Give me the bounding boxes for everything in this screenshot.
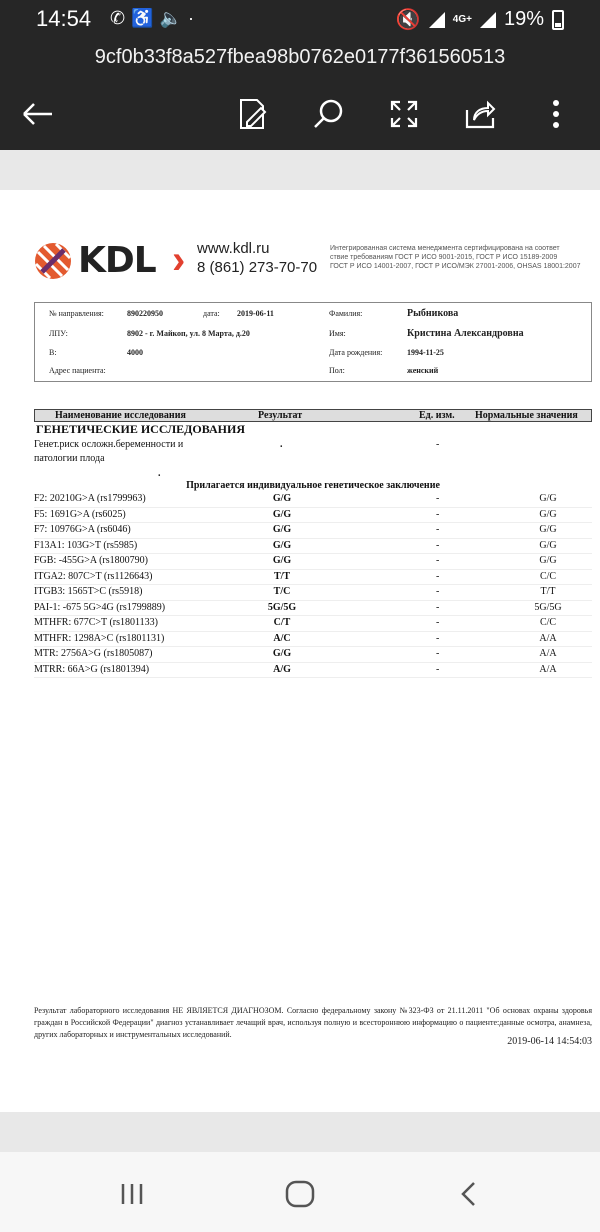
test-unit: - xyxy=(436,508,440,520)
dob-value: 1994-11-25 xyxy=(407,348,444,357)
test-unit: - xyxy=(436,648,440,659)
name-label: Имя: xyxy=(329,329,346,338)
test-norm: G/G xyxy=(539,508,557,520)
surname-label: Фамилия: xyxy=(329,309,363,318)
volume-icon: 🔈 xyxy=(159,8,188,28)
back-nav-button[interactable] xyxy=(448,1174,488,1214)
test-norm: G/G xyxy=(539,555,557,566)
page-gap-bottom xyxy=(0,1112,600,1152)
test-name: F7: 10976G>A (rs6046) xyxy=(34,524,131,535)
header-name: Наименование исследования xyxy=(55,410,186,421)
test-unit: - xyxy=(436,663,440,675)
recents-button[interactable] xyxy=(112,1174,152,1214)
date-label: дата: xyxy=(203,309,220,318)
notification-icons xyxy=(110,8,200,29)
mute-icon: 🔇 xyxy=(395,9,421,31)
signal-icon xyxy=(429,12,445,28)
table-header xyxy=(34,409,592,422)
test-name: MTHFR: 677C>T (rs1801133) xyxy=(34,617,158,628)
certification-text xyxy=(330,244,600,271)
phone-number: 8 (861) 273-70-70 xyxy=(197,259,318,276)
test-name: MTR: 2756A>G (rs1805087) xyxy=(34,648,153,659)
test-name: MTHFR: 1298A>C (rs1801131) xyxy=(34,632,165,644)
dob-label: Дата рождения: xyxy=(329,348,383,357)
dot-line: . xyxy=(158,468,161,479)
test-name: ITGB3: 1565T>C (rs5918) xyxy=(34,586,143,597)
file-name: 9cf0b33f8a527fbea98b0762e0177f361560513 xyxy=(94,46,506,68)
test-norm: 5G/5G xyxy=(534,601,562,613)
table-row: FGB: -455G>A (rs1800790) G/G - G/G xyxy=(34,554,592,570)
sex-label: Пол: xyxy=(329,366,345,375)
lpu-value: 8902 - г. Майкоп, ул. 8 Марта, д.20 xyxy=(127,329,250,338)
risk-line-1: Генет.риск осложн.беременности и xyxy=(34,439,184,450)
test-unit: - xyxy=(436,524,440,535)
table-row: ITGB3: 1565T>C (rs5918) T/C - T/T xyxy=(34,585,592,601)
section-title: ГЕНЕТИЧЕСКИЕ ИССЛЕДОВАНИЯ xyxy=(36,422,245,436)
test-unit: - xyxy=(436,632,440,644)
battery-percent: 19% xyxy=(503,8,544,30)
accessibility-icon: ♿ xyxy=(131,8,160,28)
test-norm: A/A xyxy=(539,648,557,659)
test-norm: G/G xyxy=(539,493,557,504)
table-row: F13A1: 103G>T (rs5985) G/G - G/G xyxy=(34,539,592,555)
v-value: 4000 xyxy=(127,348,143,357)
sex-value: женский xyxy=(407,366,439,375)
fullscreen-icon xyxy=(389,99,419,129)
chevron-logo-icon: › xyxy=(172,238,186,282)
share-button[interactable] xyxy=(462,96,498,132)
v-label: В: xyxy=(49,348,57,357)
page-gap-top xyxy=(0,150,600,190)
test-norm: A/A xyxy=(539,663,557,675)
test-norm: C/C xyxy=(539,570,557,582)
table-row: F7: 10976G>A (rs6046) G/G - G/G xyxy=(34,523,592,539)
edit-icon xyxy=(237,98,269,130)
test-name: MTRR: 66A>G (rs1801394) xyxy=(34,663,150,675)
test-unit: - xyxy=(436,555,440,566)
report-timestamp: 2019-06-14 14:54:03 xyxy=(507,1036,592,1047)
test-name: ITGA2: 807C>T (rs1126643) xyxy=(34,570,153,582)
navigation-bar xyxy=(0,1152,600,1232)
test-norm: A/A xyxy=(539,632,557,644)
fullscreen-button[interactable] xyxy=(386,96,422,132)
date-value: 2019-06-11 xyxy=(237,309,274,318)
table-row: F5: 1691G>A (rs6025) G/G - G/G xyxy=(34,508,592,524)
dot-icon: · xyxy=(187,8,200,28)
battery-icon xyxy=(552,10,564,30)
test-norm: C/C xyxy=(539,617,557,628)
address-label: Адрес пациента: xyxy=(49,366,106,375)
test-unit: - xyxy=(436,586,440,597)
app-bar xyxy=(0,40,600,150)
lpu-label: ЛПУ: xyxy=(49,329,68,338)
test-norm: T/T xyxy=(540,586,556,597)
search-icon xyxy=(312,98,344,130)
test-norm: G/G xyxy=(539,524,557,535)
network-type: 4G+ xyxy=(452,13,472,25)
test-unit: - xyxy=(436,493,440,504)
back-icon xyxy=(22,102,54,126)
test-unit: - xyxy=(436,617,440,628)
test-norm: G/G xyxy=(539,539,557,551)
header-norm: Нормальные значения xyxy=(475,410,578,421)
kdl-logo xyxy=(34,240,159,281)
document-page[interactable] xyxy=(0,190,600,1112)
share-icon xyxy=(464,98,496,130)
recents-icon xyxy=(119,1182,145,1206)
cert-line: ГОСТ Р ИСО 14001-2007, ГОСТ Р ИСО/МЭК 27001-2006, OHSAS 18001:2007 xyxy=(330,263,581,270)
whatsapp-icon: ✆ xyxy=(110,8,132,28)
search-button[interactable] xyxy=(310,96,346,132)
test-name: PAI-1: -675 5G>4G (rs1799889) xyxy=(34,601,166,613)
referral-label: № направления: xyxy=(49,309,104,318)
test-unit: - xyxy=(436,539,440,551)
test-name: F2: 20210G>A (rs1799963) xyxy=(34,493,146,504)
website-link[interactable]: www.kdl.ru xyxy=(197,240,270,257)
logo-text: KDL xyxy=(78,240,156,281)
back-button[interactable] xyxy=(20,96,56,132)
attached-note: Прилагается индивидуальное генетическое заключение xyxy=(186,480,440,491)
edit-button[interactable] xyxy=(235,96,271,132)
risk-line-2: патологии плода xyxy=(34,453,105,464)
table-row: ITGA2: 807C>T (rs1126643) T/T - C/C xyxy=(34,570,592,586)
risk-row xyxy=(34,438,592,470)
back-nav-icon xyxy=(459,1181,477,1207)
surname-value: Рыбникова xyxy=(407,308,459,319)
header-result: Результат xyxy=(258,410,303,421)
status-time: 14:54 xyxy=(36,6,92,31)
referral-value: 890220950 xyxy=(127,309,163,318)
header-unit: Ед. изм. xyxy=(419,410,455,421)
results-table xyxy=(34,409,592,678)
name-value: Кристина Александровна xyxy=(407,328,524,339)
cert-line: Интегрированная система менеджмента сертифицирована на соответ xyxy=(330,245,560,252)
test-name: F5: 1691G>A (rs6025) xyxy=(34,508,126,520)
risk-result: . xyxy=(280,439,283,450)
more-icon xyxy=(552,99,560,129)
signal-icon-2 xyxy=(480,12,496,28)
system-icons xyxy=(396,7,564,32)
table-row: MTHFR: 1298A>C (rs1801131) A/C - A/A xyxy=(34,632,592,648)
disclaimer: Результат лабораторного исследования НЕ ЯВЛЯЕТСЯ ДИАГНОЗОМ. Согласно федеральному закону №323-ФЗ от 21.11.2011 "Об основах охраны здоровья граждан в Российской Федерации" диагноз устанавливает лечащий врач, используя полную и всестороннюю информацию о пациенте:данные осмотра, анамнеза, других лабораторных и инструментальных исследований. xyxy=(34,1006,592,1039)
test-name: FGB: -455G>A (rs1800790) xyxy=(34,555,148,566)
more-button[interactable] xyxy=(538,96,574,132)
patient-info-box xyxy=(34,302,592,382)
table-row: MTRR: 66A>G (rs1801394) A/G - A/A xyxy=(34,663,592,679)
home-button[interactable] xyxy=(280,1174,320,1214)
table-row: MTR: 2756A>G (rs1805087) G/G - A/A xyxy=(34,647,592,663)
risk-unit: - xyxy=(436,439,440,450)
test-unit: - xyxy=(436,570,440,582)
test-unit: - xyxy=(436,601,440,613)
cert-line: ствие требованиям ГОСТ Р ИСО 9001-2015, ГОСТ Р ИСО 15189-2009 xyxy=(330,254,558,261)
table-row: MTHFR: 677C>T (rs1801133) C/T - C/C xyxy=(34,616,592,632)
home-icon xyxy=(285,1180,315,1208)
test-name: F13A1: 103G>T (rs5985) xyxy=(34,539,138,551)
kdl-logo-icon xyxy=(34,242,72,280)
table-row: PAI-1: -675 5G>4G (rs1799889) 5G/5G - 5G/5G xyxy=(34,601,592,617)
result-rows xyxy=(34,492,592,678)
status-bar xyxy=(0,0,600,40)
table-row: F2: 20210G>A (rs1799963) G/G - G/G xyxy=(34,492,592,508)
